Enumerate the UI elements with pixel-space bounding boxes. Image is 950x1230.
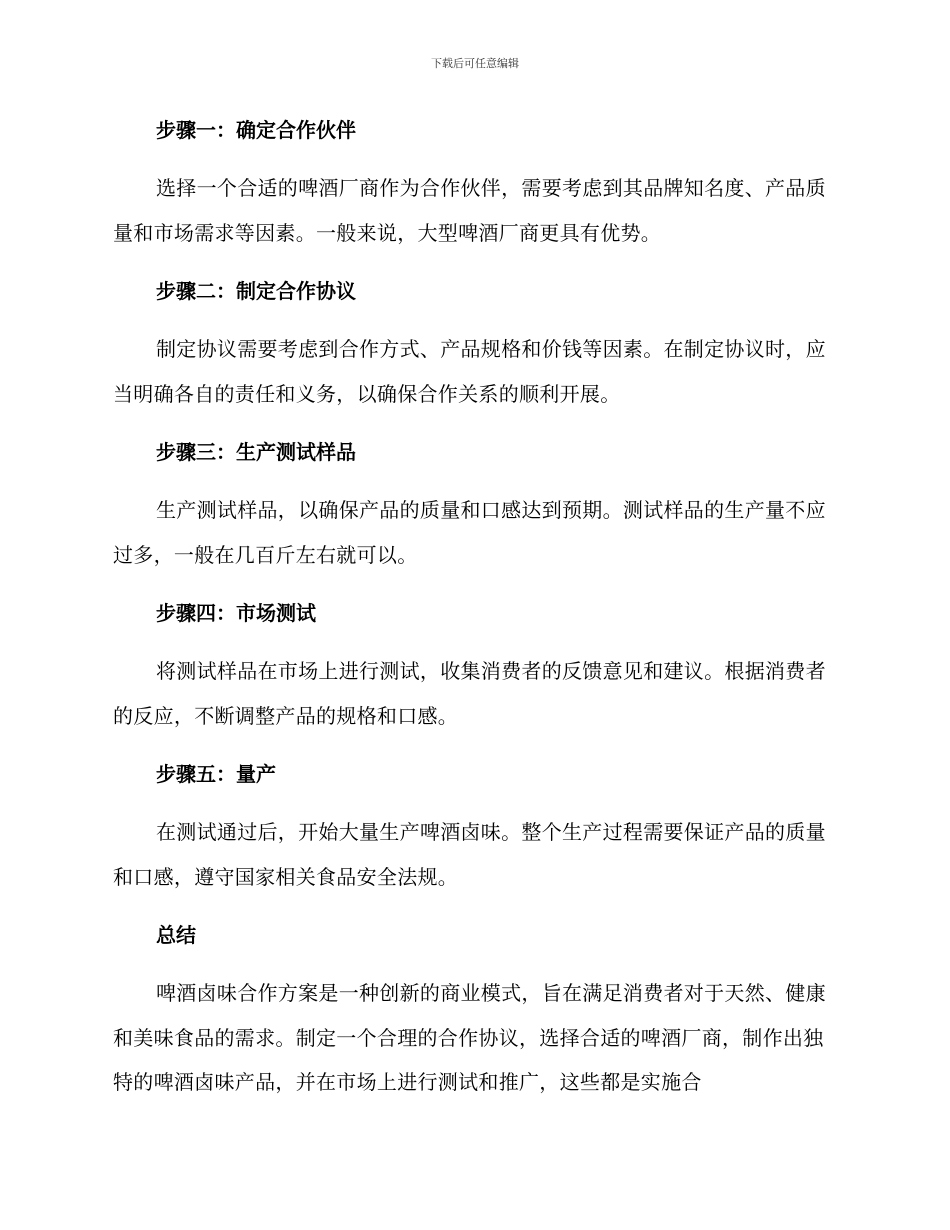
document-body xyxy=(113,109,833,1105)
section-heading-step-2: 步骤二：制定合作协议 xyxy=(156,279,356,303)
section-heading-step-5: 步骤五：量产 xyxy=(156,762,276,786)
section-heading-summary: 总结 xyxy=(156,923,196,947)
section-paragraph-step-1: 选择一个合适的啤酒厂商作为合作伙伴，需要考虑到其品牌知名度、产品质量和市场需求等因素。一般来说，大型啤酒厂商更具有优势。 xyxy=(113,176,826,245)
page-header: 下载后可任意编辑 xyxy=(431,57,519,70)
section-heading-step-3: 步骤三：生产测试样品 xyxy=(156,440,356,464)
section-paragraph-step-5: 在测试通过后，开始大量生产啤酒卤味。整个生产过程需要保证产品的质量和口感，遵守国家相关食品安全法规。 xyxy=(113,820,826,889)
section-paragraph-step-2: 制定协议需要考虑到合作方式、产品规格和价钱等因素。在制定协议时，应当明确各自的责任和义务，以确保合作关系的顺利开展。 xyxy=(113,337,826,406)
section-heading-step-1: 步骤一：确定合作伙伴 xyxy=(156,118,356,142)
section-paragraph-step-4: 将测试样品在市场上进行测试，收集消费者的反馈意见和建议。根据消费者的反应，不断调整产品的规格和口感。 xyxy=(113,659,826,728)
section-paragraph-summary: 啤酒卤味合作方案是一种创新的商业模式，旨在满足消费者对于天然、健康和美味食品的需求。制定一个合理的合作协议，选择合适的啤酒厂商，制作出独特的啤酒卤味产品，并在市场上进行测试和推广，这些都是实施合 xyxy=(113,981,826,1094)
section-heading-step-4: 步骤四：市场测试 xyxy=(156,601,316,625)
section-paragraph-step-3: 生产测试样品，以确保产品的质量和口感达到预期。测试样品的生产量不应过多，一般在几百斤左右就可以。 xyxy=(113,498,826,567)
